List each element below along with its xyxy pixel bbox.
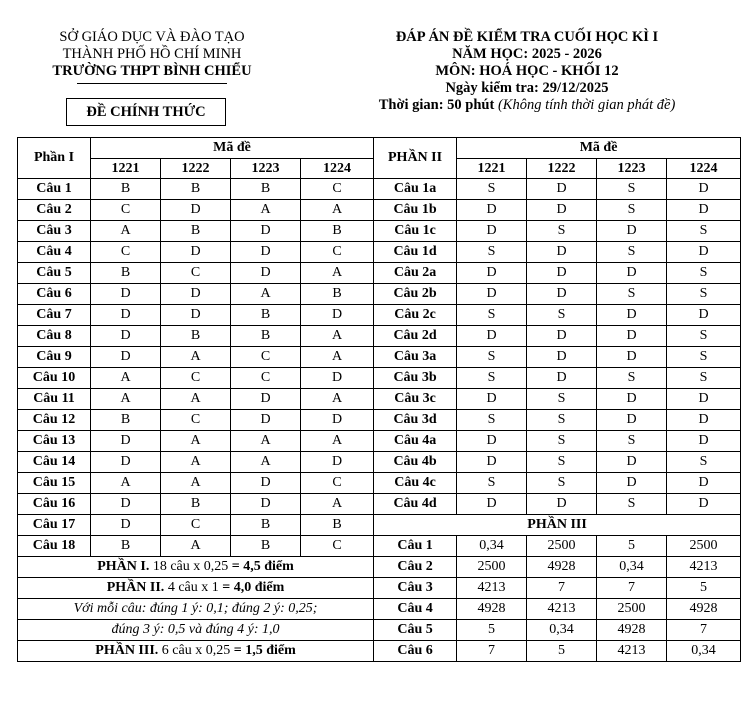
exam-date: Ngày kiểm tra: 29/12/2025 bbox=[445, 80, 609, 96]
part1-answer: A bbox=[231, 284, 301, 305]
part2-answer: D bbox=[457, 326, 527, 347]
part2-question: Câu 4a bbox=[374, 431, 457, 452]
part2-answer: D bbox=[597, 452, 667, 473]
score-note-2 bbox=[18, 620, 374, 641]
part1-question: Câu 13 bbox=[18, 431, 91, 452]
part3-question: Câu 6 bbox=[374, 641, 457, 662]
part3-answer: 0,34 bbox=[527, 620, 597, 641]
part1-question: Câu 18 bbox=[18, 536, 91, 557]
part1-question: Câu 8 bbox=[18, 326, 91, 347]
part2-answer: S bbox=[457, 368, 527, 389]
subject: MÔN: HOÁ HỌC - KHỐI 12 bbox=[435, 63, 619, 79]
table-row bbox=[18, 284, 741, 305]
department-name: SỞ GIÁO DỤC VÀ ĐÀO TẠO bbox=[59, 29, 245, 45]
part2-answer: S bbox=[667, 368, 741, 389]
part2-answer: S bbox=[527, 452, 597, 473]
part1-answer: A bbox=[161, 431, 231, 452]
part3-answer: 4928 bbox=[597, 620, 667, 641]
score-text: đúng 3 ý: 0,5 và đúng 4 ý: 1,0 bbox=[111, 622, 280, 637]
part1-answer: B bbox=[91, 263, 161, 284]
score-text: 4 câu x 1 bbox=[164, 580, 223, 595]
part1-answer: D bbox=[301, 305, 374, 326]
part1-header: Phần I bbox=[18, 138, 91, 179]
part2-answer: D bbox=[457, 284, 527, 305]
part2-question: Câu 3c bbox=[374, 389, 457, 410]
score-text: Với mỗi câu: đúng 1 ý: 0,1; đúng 2 ý: 0,25; bbox=[73, 601, 318, 616]
part1-answer: D bbox=[161, 200, 231, 221]
part1-answer: C bbox=[91, 200, 161, 221]
part1-question: Câu 15 bbox=[18, 473, 91, 494]
part2-question: Câu 1c bbox=[374, 221, 457, 242]
part2-answer: D bbox=[667, 242, 741, 263]
part3-answer: 2500 bbox=[667, 536, 741, 557]
city-name: THÀNH PHỐ HỒ CHÍ MINH bbox=[62, 46, 242, 62]
part2-answer: D bbox=[457, 263, 527, 284]
part2-answer: D bbox=[527, 242, 597, 263]
part2-question: Câu 2b bbox=[374, 284, 457, 305]
exam-code-3: 1224 bbox=[301, 159, 374, 179]
table-row bbox=[18, 473, 741, 494]
part3-answer: 0,34 bbox=[597, 557, 667, 578]
table-row bbox=[18, 242, 741, 263]
part1-answer: B bbox=[231, 179, 301, 200]
part1-answer: D bbox=[91, 494, 161, 515]
score-text: = 4,0 điểm bbox=[222, 580, 285, 595]
part1-answer: A bbox=[161, 347, 231, 368]
part2-answer: D bbox=[667, 431, 741, 452]
part2-answer: D bbox=[527, 494, 597, 515]
part1-answer: C bbox=[161, 515, 231, 536]
part1-answer: D bbox=[161, 284, 231, 305]
part2-answer: S bbox=[597, 368, 667, 389]
part2-answer: S bbox=[457, 242, 527, 263]
part1-answer: C bbox=[161, 410, 231, 431]
exam-time bbox=[318, 97, 736, 114]
table-row bbox=[18, 494, 741, 515]
part2-question: Câu 2a bbox=[374, 263, 457, 284]
part2-answer: D bbox=[597, 410, 667, 431]
part3-answer: 7 bbox=[457, 641, 527, 662]
part1-answer: D bbox=[231, 263, 301, 284]
part3-question: Câu 2 bbox=[374, 557, 457, 578]
part3-answer: 4213 bbox=[457, 578, 527, 599]
table-row bbox=[18, 368, 741, 389]
part1-answer: A bbox=[231, 452, 301, 473]
part2-answer: S bbox=[457, 473, 527, 494]
part2-answer: D bbox=[597, 326, 667, 347]
part1-question: Câu 7 bbox=[18, 305, 91, 326]
score-text: = 1,5 điểm bbox=[233, 643, 296, 658]
part1-answer: D bbox=[91, 305, 161, 326]
part1-answer: D bbox=[301, 368, 374, 389]
part1-answer: C bbox=[301, 473, 374, 494]
part2-answer: S bbox=[527, 389, 597, 410]
part3-answer: 4928 bbox=[667, 599, 741, 620]
exam-code-3: 1224 bbox=[667, 159, 741, 179]
table-row bbox=[18, 305, 741, 326]
part1-question: Câu 6 bbox=[18, 284, 91, 305]
part1-answer: B bbox=[301, 515, 374, 536]
table-row bbox=[18, 200, 741, 221]
part1-answer: A bbox=[301, 200, 374, 221]
part1-answer: D bbox=[301, 452, 374, 473]
part1-answer: D bbox=[231, 389, 301, 410]
part3-answer: 0,34 bbox=[457, 536, 527, 557]
table-row bbox=[18, 221, 741, 242]
part1-answer: B bbox=[161, 179, 231, 200]
part2-answer: D bbox=[527, 368, 597, 389]
part1-answer: C bbox=[301, 179, 374, 200]
exam-time-note: (Không tính thời gian phát đề) bbox=[497, 97, 676, 113]
part2-answer: S bbox=[597, 494, 667, 515]
part3-answer: 4213 bbox=[597, 641, 667, 662]
part2-answer: D bbox=[457, 221, 527, 242]
part2-answer: D bbox=[597, 221, 667, 242]
part1-answer: B bbox=[161, 326, 231, 347]
table-row bbox=[18, 578, 741, 599]
part2-answer: D bbox=[457, 494, 527, 515]
exam-duration: Thời gian: 50 phút bbox=[378, 97, 495, 113]
part2-answer: S bbox=[667, 326, 741, 347]
part1-question: Câu 5 bbox=[18, 263, 91, 284]
table-row bbox=[18, 263, 741, 284]
table-row bbox=[18, 536, 741, 557]
part1-answer: D bbox=[231, 221, 301, 242]
official-exam-box: ĐỀ CHÍNH THỨC bbox=[66, 98, 226, 126]
score-text: 6 câu x 0,25 bbox=[158, 643, 234, 658]
part2-answer: D bbox=[597, 305, 667, 326]
part1-answer: A bbox=[161, 389, 231, 410]
part3-answer: 5 bbox=[597, 536, 667, 557]
part1-answer: A bbox=[301, 263, 374, 284]
part1-answer: C bbox=[301, 242, 374, 263]
part2-answer: D bbox=[527, 326, 597, 347]
part1-answer: D bbox=[161, 305, 231, 326]
table-row bbox=[18, 410, 741, 431]
table-row bbox=[18, 179, 741, 200]
part2-question: Câu 3d bbox=[374, 410, 457, 431]
part1-answer: C bbox=[91, 242, 161, 263]
header-row bbox=[18, 138, 741, 159]
exam-code-2: 1223 bbox=[597, 159, 667, 179]
part2-question: Câu 1b bbox=[374, 200, 457, 221]
part1-question: Câu 12 bbox=[18, 410, 91, 431]
part1-question: Câu 2 bbox=[18, 200, 91, 221]
part1-answer: D bbox=[91, 431, 161, 452]
part2-answer: D bbox=[667, 389, 741, 410]
part1-question: Câu 1 bbox=[18, 179, 91, 200]
part2-answer: S bbox=[457, 179, 527, 200]
exam-code-1: 1222 bbox=[527, 159, 597, 179]
part2-answer: D bbox=[597, 347, 667, 368]
part1-question: Câu 14 bbox=[18, 452, 91, 473]
part1-answer: D bbox=[231, 410, 301, 431]
part2-question: Câu 2d bbox=[374, 326, 457, 347]
table-row bbox=[18, 515, 741, 536]
part1-answer: B bbox=[231, 515, 301, 536]
score-part2 bbox=[18, 578, 374, 599]
part1-answer: D bbox=[231, 494, 301, 515]
part2-answer: D bbox=[527, 284, 597, 305]
part1-question: Câu 11 bbox=[18, 389, 91, 410]
part2-answer: S bbox=[597, 284, 667, 305]
part3-answer: 5 bbox=[667, 578, 741, 599]
part1-answer: B bbox=[161, 494, 231, 515]
header-right bbox=[318, 29, 736, 114]
part2-answer: S bbox=[667, 263, 741, 284]
part2-answer: D bbox=[527, 200, 597, 221]
part2-answer: S bbox=[527, 473, 597, 494]
part1-answer: A bbox=[301, 326, 374, 347]
part2-answer: D bbox=[457, 452, 527, 473]
part2-answer: S bbox=[457, 305, 527, 326]
part1-answer: B bbox=[91, 410, 161, 431]
part1-answer: A bbox=[301, 347, 374, 368]
part2-header: PHẦN II bbox=[374, 138, 457, 179]
part1-question: Câu 9 bbox=[18, 347, 91, 368]
part1-answer: D bbox=[231, 242, 301, 263]
part2-answer: D bbox=[457, 389, 527, 410]
part1-answer: C bbox=[161, 263, 231, 284]
part2-answer: D bbox=[667, 200, 741, 221]
score-text: PHẦN III. bbox=[95, 643, 159, 658]
part1-question: Câu 16 bbox=[18, 494, 91, 515]
part2-answer: S bbox=[667, 452, 741, 473]
part2-answer: D bbox=[667, 494, 741, 515]
part2-answer: D bbox=[597, 263, 667, 284]
table-row bbox=[18, 389, 741, 410]
part1-answer: D bbox=[91, 347, 161, 368]
part2-answer: D bbox=[527, 347, 597, 368]
part2-question: Câu 4d bbox=[374, 494, 457, 515]
part1-answer: A bbox=[91, 221, 161, 242]
part1-answer: D bbox=[91, 452, 161, 473]
part3-answer: 4213 bbox=[667, 557, 741, 578]
part1-code-header: Mã đề bbox=[91, 138, 374, 159]
part1-answer: A bbox=[161, 452, 231, 473]
part3-answer: 2500 bbox=[527, 536, 597, 557]
score-part3 bbox=[18, 641, 374, 662]
part2-question: Câu 2c bbox=[374, 305, 457, 326]
part2-question: Câu 1a bbox=[374, 179, 457, 200]
part1-answer: A bbox=[301, 494, 374, 515]
part3-question: Câu 3 bbox=[374, 578, 457, 599]
part2-answer: D bbox=[667, 473, 741, 494]
part3-answer: 5 bbox=[457, 620, 527, 641]
part2-code-header: Mã đề bbox=[457, 138, 741, 159]
part2-answer: S bbox=[527, 305, 597, 326]
part3-answer: 5 bbox=[527, 641, 597, 662]
part3-answer: 7 bbox=[597, 578, 667, 599]
part2-answer: D bbox=[527, 179, 597, 200]
part3-question: Câu 5 bbox=[374, 620, 457, 641]
part2-question: Câu 4b bbox=[374, 452, 457, 473]
part1-answer: C bbox=[231, 347, 301, 368]
part3-answer: 0,34 bbox=[667, 641, 741, 662]
answer-key-title: ĐÁP ÁN ĐỀ KIỂM TRA CUỐI HỌC KÌ I bbox=[395, 29, 659, 45]
part1-answer: A bbox=[161, 473, 231, 494]
part1-answer: A bbox=[231, 431, 301, 452]
part1-answer: B bbox=[301, 284, 374, 305]
exam-code-0: 1221 bbox=[91, 159, 161, 179]
part1-answer: A bbox=[301, 431, 374, 452]
part2-question: Câu 1d bbox=[374, 242, 457, 263]
table-row bbox=[18, 347, 741, 368]
part3-answer: 7 bbox=[667, 620, 741, 641]
part1-answer: A bbox=[231, 200, 301, 221]
part2-answer: S bbox=[527, 431, 597, 452]
score-part1 bbox=[18, 557, 374, 578]
part2-answer: S bbox=[527, 410, 597, 431]
part1-answer: A bbox=[91, 473, 161, 494]
part1-answer: B bbox=[231, 326, 301, 347]
part3-question: Câu 4 bbox=[374, 599, 457, 620]
part3-answer: 2500 bbox=[597, 599, 667, 620]
part1-answer: A bbox=[91, 389, 161, 410]
part3-answer: 4213 bbox=[527, 599, 597, 620]
part1-question: Câu 4 bbox=[18, 242, 91, 263]
score-text: = 4,5 điểm bbox=[231, 559, 294, 574]
table-row bbox=[18, 599, 741, 620]
part1-answer: A bbox=[301, 389, 374, 410]
table-row bbox=[18, 557, 741, 578]
part1-answer: D bbox=[301, 410, 374, 431]
header-left bbox=[16, 29, 288, 84]
score-text: PHẦN I. bbox=[97, 559, 150, 574]
part1-answer: C bbox=[231, 368, 301, 389]
school-underline bbox=[77, 83, 227, 84]
part1-answer: B bbox=[231, 305, 301, 326]
part1-question: Câu 3 bbox=[18, 221, 91, 242]
table-row bbox=[18, 641, 741, 662]
part1-answer: C bbox=[161, 368, 231, 389]
part1-answer: D bbox=[231, 473, 301, 494]
part3-answer: 2500 bbox=[457, 557, 527, 578]
part3-answer: 4928 bbox=[457, 599, 527, 620]
part1-question: Câu 10 bbox=[18, 368, 91, 389]
part2-answer: S bbox=[667, 284, 741, 305]
part3-header: PHẦN III bbox=[374, 515, 741, 536]
part2-answer: S bbox=[597, 200, 667, 221]
part1-answer: B bbox=[161, 221, 231, 242]
part1-answer: B bbox=[91, 179, 161, 200]
part2-question: Câu 3a bbox=[374, 347, 457, 368]
part2-answer: S bbox=[667, 347, 741, 368]
score-note-1 bbox=[18, 599, 374, 620]
exam-code-1: 1222 bbox=[161, 159, 231, 179]
part2-answer: D bbox=[667, 179, 741, 200]
part2-answer: S bbox=[597, 242, 667, 263]
score-text: PHẦN II. bbox=[106, 580, 165, 595]
part3-answer: 7 bbox=[527, 578, 597, 599]
part2-answer: D bbox=[457, 200, 527, 221]
part2-answer: S bbox=[597, 431, 667, 452]
part1-answer: C bbox=[301, 536, 374, 557]
school-name: TRƯỜNG THPT BÌNH CHIỂU bbox=[52, 63, 252, 79]
part2-answer: D bbox=[527, 263, 597, 284]
part2-answer: S bbox=[527, 221, 597, 242]
school-year: NĂM HỌC: 2025 - 2026 bbox=[452, 46, 602, 62]
table-row bbox=[18, 326, 741, 347]
exam-code-2: 1223 bbox=[231, 159, 301, 179]
part2-answer: D bbox=[597, 389, 667, 410]
part3-question: Câu 1 bbox=[374, 536, 457, 557]
score-text: 18 câu x 0,25 bbox=[149, 559, 232, 574]
part2-answer: D bbox=[667, 305, 741, 326]
part2-answer: S bbox=[457, 347, 527, 368]
part1-answer: B bbox=[231, 536, 301, 557]
part2-answer: D bbox=[597, 473, 667, 494]
part2-answer: S bbox=[597, 179, 667, 200]
part1-question: Câu 17 bbox=[18, 515, 91, 536]
part2-answer: D bbox=[667, 410, 741, 431]
part1-answer: B bbox=[91, 536, 161, 557]
part2-answer: S bbox=[457, 410, 527, 431]
part2-answer: D bbox=[457, 431, 527, 452]
part3-answer: 4928 bbox=[527, 557, 597, 578]
answer-table bbox=[17, 137, 741, 662]
table-row bbox=[18, 620, 741, 641]
part1-answer: D bbox=[91, 326, 161, 347]
exam-code-0: 1221 bbox=[457, 159, 527, 179]
part1-answer: A bbox=[161, 536, 231, 557]
part1-answer: D bbox=[91, 284, 161, 305]
part1-answer: A bbox=[91, 368, 161, 389]
part1-answer: D bbox=[91, 515, 161, 536]
part2-question: Câu 3b bbox=[374, 368, 457, 389]
part2-question: Câu 4c bbox=[374, 473, 457, 494]
table-row bbox=[18, 431, 741, 452]
table-row bbox=[18, 452, 741, 473]
part1-answer: D bbox=[161, 242, 231, 263]
part1-answer: B bbox=[301, 221, 374, 242]
part2-answer: S bbox=[667, 221, 741, 242]
